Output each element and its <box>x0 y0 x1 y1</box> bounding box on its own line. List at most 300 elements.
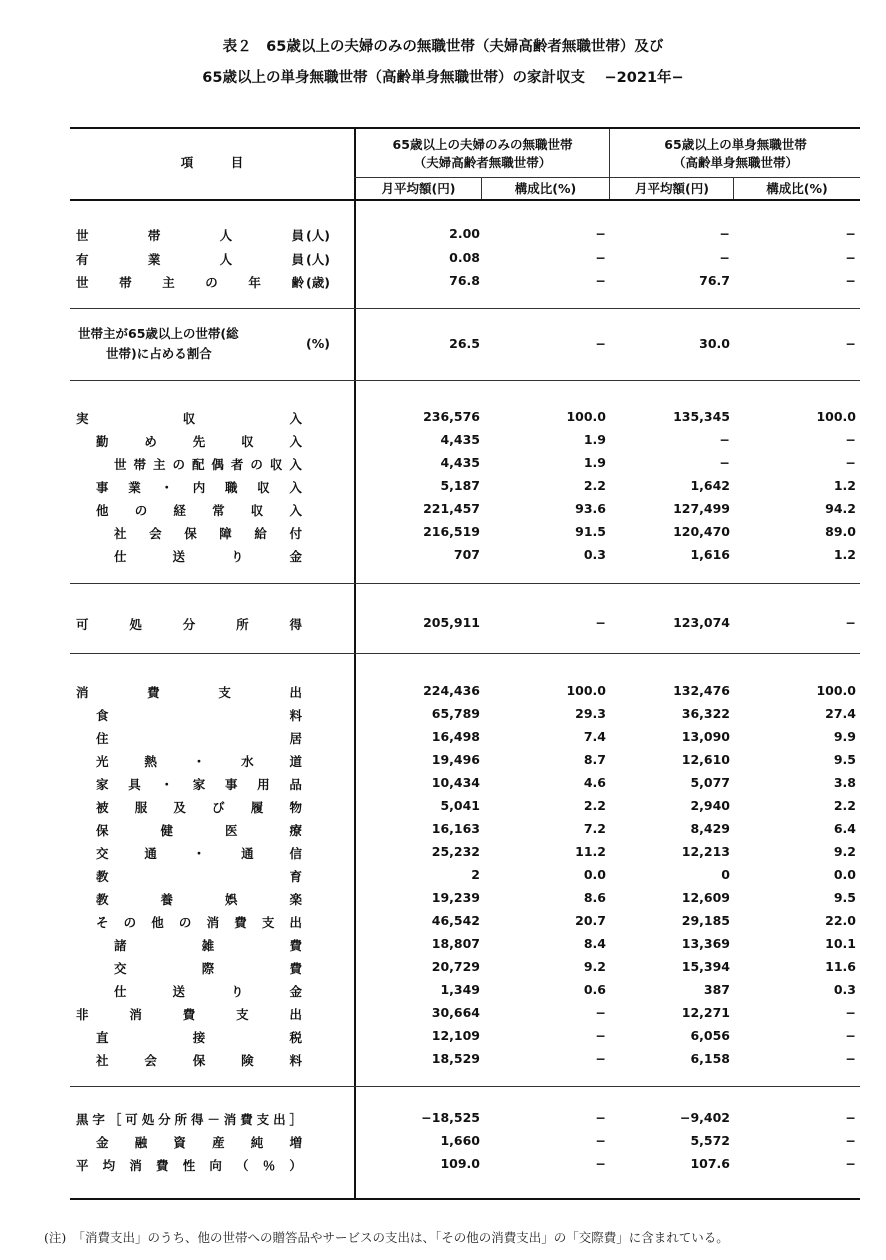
row-label-char: 健 <box>160 823 173 838</box>
row-value-amount: −18,525 <box>421 1110 480 1125</box>
row-value-amount: 107.6 <box>690 1156 730 1171</box>
row-label-char: ・ <box>192 754 206 769</box>
row-value-amount: 132,476 <box>673 683 730 698</box>
row-label-char: 入 <box>289 457 302 472</box>
row-label-char: 料 <box>289 708 302 723</box>
row-label-char: の <box>172 457 185 472</box>
row-value-ratio: 7.2 <box>583 821 606 836</box>
row-label <box>76 273 304 291</box>
row-label-char: 給 <box>254 526 267 541</box>
row-value-ratio: − <box>595 250 606 265</box>
row-value-amount: 16,498 <box>431 729 480 744</box>
header-col-ratio-2: 構成比(%) <box>766 181 828 196</box>
row-label-char: 出 <box>289 1007 302 1022</box>
row-label-char: ］ <box>289 1112 302 1127</box>
row-value-amount: 707 <box>453 547 480 562</box>
footnote: (注) 「消費支出」のうち、他の世帯への贈答品やサービスの支出は、「その他の消費支出」の「交際費」に含まれている。 <box>44 1230 729 1245</box>
row-label-char: 収 <box>250 503 264 518</box>
row-label <box>96 867 302 885</box>
row-label-char: 金 <box>96 1135 109 1150</box>
row-label-char: 金 <box>289 984 302 999</box>
row-label-char: 家 <box>96 777 109 792</box>
row-value-amount: 1,642 <box>690 478 730 493</box>
row-label-char: 可 <box>125 1112 138 1127</box>
row-label-char: 保 <box>192 1053 206 1068</box>
row-value-amount: 36,322 <box>681 706 730 721</box>
row-value-ratio: 11.2 <box>575 844 606 859</box>
row-label-char: 入 <box>289 434 302 449</box>
row-label-char: 向 <box>209 1158 222 1173</box>
header-group1-line2: （夫婦高齢者無職世帯） <box>413 155 552 170</box>
row-value-ratio: 89.0 <box>825 524 856 539</box>
row-label-char: 送 <box>172 549 185 564</box>
row-value-ratio: 0.6 <box>583 982 606 997</box>
row-label-char: 黒 <box>76 1112 89 1127</box>
row-value-ratio: 9.2 <box>583 959 606 974</box>
row-label <box>114 982 302 1000</box>
row-value-amount: 12,610 <box>681 752 730 767</box>
row-label-char: 帯 <box>133 457 146 472</box>
row-label-char: 処 <box>129 617 142 632</box>
row-label-char: め <box>144 434 157 449</box>
row-label-char: 他 <box>151 915 164 930</box>
row-label-char: 世 <box>76 228 89 243</box>
row-value-amount: − <box>719 432 730 447</box>
row-value-amount: 13,369 <box>681 936 730 951</box>
row-label <box>76 1005 302 1023</box>
row-label-char: 実 <box>76 411 89 426</box>
row-label-char: 世 <box>76 275 89 290</box>
row-value-ratio: 1.2 <box>833 478 856 493</box>
row-unit: (人) <box>306 228 330 243</box>
row-label-char: 料 <box>289 1053 302 1068</box>
household-budget-table <box>70 127 860 1200</box>
row-label-char: 支 <box>261 915 275 930</box>
row-label-char: 信 <box>289 846 302 861</box>
row-label-char: － <box>207 1112 220 1127</box>
row-label-char: 主 <box>162 275 175 290</box>
row-value-amount: 25,232 <box>431 844 480 859</box>
row-label-char: 費 <box>147 685 160 700</box>
row-label-char: 支 <box>236 1007 249 1022</box>
row-label <box>114 547 302 565</box>
row-label-char: 消 <box>76 685 89 700</box>
row-label <box>76 683 302 701</box>
row-label-line2: 世帯)に占める割合 <box>106 346 212 361</box>
row-label-char: 収 <box>241 434 254 449</box>
row-label-char: 産 <box>212 1135 225 1150</box>
row-label-char: 用 <box>257 777 270 792</box>
header-col-amount-1: 月平均額(円) <box>381 181 456 196</box>
row-label <box>114 455 302 473</box>
row-label-char: 職 <box>224 480 238 495</box>
row-value-ratio: 27.4 <box>825 706 856 721</box>
row-label-char: 出 <box>289 685 302 700</box>
row-label-char: 支 <box>218 685 231 700</box>
row-label-char: 服 <box>134 800 148 815</box>
row-value-ratio: − <box>845 615 856 630</box>
row-value-ratio: 8.4 <box>583 936 606 951</box>
row-label-char: 可 <box>76 617 89 632</box>
row-value-ratio: − <box>595 226 606 241</box>
row-value-ratio: − <box>595 1005 606 1020</box>
row-label-char: 道 <box>289 754 302 769</box>
row-value-amount: 30,664 <box>431 1005 480 1020</box>
row-label-char: 収 <box>269 457 283 472</box>
table-title-line1: 表２ 65歳以上の夫婦のみの無職世帯（夫婦高齢者無職世帯）及び <box>222 39 664 55</box>
row-label <box>76 250 304 268</box>
row-value-amount: 19,496 <box>431 752 480 767</box>
row-value-ratio: 94.2 <box>825 501 856 516</box>
row-value-ratio: 7.4 <box>583 729 606 744</box>
header-bottom-rule <box>70 199 860 201</box>
row-value-amount: 12,609 <box>681 890 730 905</box>
row-label <box>96 913 302 931</box>
row-label-char: の <box>178 915 192 930</box>
row-value-amount: 236,576 <box>423 409 480 424</box>
row-value-ratio: 10.1 <box>825 936 856 951</box>
row-value-amount: 0.08 <box>449 250 480 265</box>
row-value-ratio: 100.0 <box>566 409 606 424</box>
row-value-ratio: 1.9 <box>583 455 606 470</box>
row-label-char: 帯 <box>119 275 132 290</box>
row-label <box>96 706 302 724</box>
row-label <box>96 729 302 747</box>
row-value-amount: 26.5 <box>449 336 480 351</box>
row-label-char: 娯 <box>224 892 238 907</box>
row-value-ratio: − <box>845 226 856 241</box>
section-rule-1 <box>70 308 860 309</box>
row-label <box>76 615 302 633</box>
row-value-ratio: 2.2 <box>583 478 606 493</box>
row-label-char: 社 <box>114 526 127 541</box>
row-value-amount: 76.7 <box>699 273 730 288</box>
row-label <box>96 752 302 770</box>
row-label-char: 接 <box>192 1030 206 1045</box>
header-group1-line1: 65歳以上の夫婦のみの無職世帯 <box>392 137 573 152</box>
row-value-ratio: 93.6 <box>575 501 606 516</box>
row-value-ratio: − <box>845 432 856 447</box>
header-divider-2 <box>609 129 610 199</box>
row-label-char: 通 <box>241 846 254 861</box>
row-label-char: 帯 <box>147 228 161 243</box>
row-label-char: ・ <box>160 777 173 792</box>
row-label-char: 分 <box>182 617 196 632</box>
row-value-amount: 12,213 <box>681 844 730 859</box>
row-value-amount: − <box>719 250 730 265</box>
row-value-ratio: 100.0 <box>566 683 606 698</box>
row-label-char: 育 <box>289 869 302 884</box>
row-label-char: 会 <box>144 1053 157 1068</box>
row-value-amount: − <box>719 226 730 241</box>
row-value-amount: 65,789 <box>431 706 480 721</box>
row-label-char: 医 <box>224 823 238 838</box>
row-label-char: 人 <box>219 252 233 267</box>
row-label-char: 出 <box>289 915 302 930</box>
row-label-char: 居 <box>289 731 302 746</box>
row-value-ratio: 100.0 <box>816 683 856 698</box>
row-label-char: 住 <box>96 731 109 746</box>
row-label-char: 所 <box>236 617 249 632</box>
row-label-char: 直 <box>96 1030 109 1045</box>
row-value-ratio: 2.2 <box>583 798 606 813</box>
row-value-ratio: 4.6 <box>583 775 606 790</box>
row-label <box>96 798 302 816</box>
row-value-ratio: 20.7 <box>575 913 606 928</box>
row-value-ratio: 8.6 <box>583 890 606 905</box>
row-value-amount: 123,074 <box>673 615 730 630</box>
row-value-ratio: 9.5 <box>833 890 856 905</box>
row-label-char: 世 <box>114 457 127 472</box>
row-label-char: 付 <box>289 526 302 541</box>
row-label-char: 教 <box>96 892 109 907</box>
row-label-char: 保 <box>96 823 109 838</box>
row-label-char: 雑 <box>201 938 215 953</box>
row-value-ratio: 29.3 <box>575 706 606 721</box>
row-label-char: の <box>205 275 218 290</box>
row-label-char: 会 <box>149 526 162 541</box>
row-value-ratio: 9.2 <box>833 844 856 859</box>
row-value-ratio: 9.9 <box>833 729 856 744</box>
row-label-char: 業 <box>128 480 141 495</box>
row-label-char: 教 <box>96 869 109 884</box>
row-label-char: 処 <box>141 1112 155 1127</box>
row-label-char: 具 <box>128 777 141 792</box>
header-col-ratio-1: 構成比(%) <box>514 181 577 196</box>
row-label-char: 得 <box>289 617 302 632</box>
row-label-char: 者 <box>230 457 244 472</box>
row-value-ratio: − <box>845 455 856 470</box>
row-label-char: 消 <box>129 1007 142 1022</box>
row-label-char: 増 <box>289 1135 302 1150</box>
header-subrule <box>354 177 860 178</box>
row-label-char: 家 <box>192 777 206 792</box>
row-label-char: （ <box>236 1158 249 1173</box>
row-value-ratio: − <box>845 250 856 265</box>
header-group2-line2: （高齢単身無職世帯） <box>672 155 798 170</box>
row-label <box>114 524 302 542</box>
row-label-char: 税 <box>289 1030 302 1045</box>
row-label-char: 齢 <box>291 275 304 290</box>
row-label <box>76 226 304 244</box>
row-value-amount: 1,349 <box>440 982 480 997</box>
row-value-ratio: 3.8 <box>833 775 856 790</box>
row-label-char: 経 <box>173 503 186 518</box>
row-label-char: 消 <box>206 915 220 930</box>
row-label-char: 事 <box>96 480 109 495</box>
row-label <box>96 478 302 496</box>
row-unit: (%) <box>306 336 330 351</box>
row-label-char: 主 <box>152 457 166 472</box>
row-label-char: 出 <box>273 1112 286 1127</box>
row-label-char: の <box>250 457 263 472</box>
row-value-amount: 76.8 <box>449 273 480 288</box>
row-label-char: 収 <box>257 480 270 495</box>
row-label <box>76 1110 302 1128</box>
row-value-ratio: 1.2 <box>833 547 856 562</box>
row-label-char: 字 <box>92 1112 105 1127</box>
header-col-amount-2: 月平均額(円) <box>635 181 709 196</box>
row-label-char: 金 <box>289 549 302 564</box>
row-value-amount: 4,435 <box>440 432 480 447</box>
row-label-char: 員 <box>291 228 304 243</box>
row-value-amount: 1,660 <box>440 1133 480 1148</box>
row-label-char: 社 <box>96 1053 109 1068</box>
row-label-char: 配 <box>191 457 205 472</box>
row-label-char: ） <box>289 1158 302 1173</box>
row-value-ratio: − <box>845 1110 856 1125</box>
row-value-ratio: − <box>845 336 856 351</box>
row-value-amount: 1,616 <box>690 547 730 562</box>
row-label-char: 費 <box>156 1158 169 1173</box>
row-value-amount: 4,435 <box>440 455 480 470</box>
row-value-amount: 109.0 <box>440 1156 480 1171</box>
row-value-ratio: 100.0 <box>816 409 856 424</box>
row-label-char: 際 <box>201 961 215 976</box>
row-value-amount: 16,163 <box>431 821 480 836</box>
row-value-amount: 5,041 <box>440 798 480 813</box>
row-label-char: 費 <box>289 938 302 953</box>
row-value-amount: 10,434 <box>431 775 480 790</box>
row-label-char: 費 <box>234 915 247 930</box>
row-value-ratio: − <box>595 1028 606 1043</box>
row-label-char: 純 <box>250 1135 264 1150</box>
row-label <box>96 1028 302 1046</box>
header-item: 項 目 <box>180 155 244 170</box>
row-label-char: 光 <box>96 754 109 769</box>
row-label <box>96 890 302 908</box>
row-label-char: 送 <box>172 984 185 999</box>
row-value-amount: 221,457 <box>423 501 480 516</box>
row-label-char: 品 <box>289 777 302 792</box>
row-value-amount: 216,519 <box>423 524 480 539</box>
section-rule-4 <box>70 653 860 654</box>
row-value-amount: 135,345 <box>673 409 730 424</box>
row-label <box>76 1156 302 1174</box>
row-unit: (歳) <box>306 275 330 290</box>
row-label-char: 分 <box>158 1112 171 1127</box>
row-label-char: 療 <box>289 823 302 838</box>
row-value-amount: 2 <box>471 867 480 882</box>
row-label-char: 障 <box>219 526 232 541</box>
row-label-char: 物 <box>289 800 302 815</box>
row-value-ratio: − <box>845 1133 856 1148</box>
row-label-char: 費 <box>182 1007 196 1022</box>
row-value-amount: 5,187 <box>440 478 480 493</box>
row-label-char: 資 <box>173 1135 186 1150</box>
row-label-char: 非 <box>76 1007 89 1022</box>
row-label-char: 及 <box>173 800 186 815</box>
row-value-amount: 5,077 <box>690 775 730 790</box>
row-label-char: の <box>134 503 148 518</box>
row-value-ratio: 0.3 <box>833 982 856 997</box>
row-label-char: 入 <box>289 411 302 426</box>
row-label-char: 交 <box>96 846 109 861</box>
row-label-char: 年 <box>248 275 261 290</box>
row-label <box>96 775 302 793</box>
row-label-char: 所 <box>174 1112 188 1127</box>
row-value-amount: 205,911 <box>423 615 480 630</box>
row-value-ratio: − <box>845 1028 856 1043</box>
row-value-amount: 18,529 <box>431 1051 480 1066</box>
row-value-ratio: 0.3 <box>583 547 606 562</box>
row-label-char: 通 <box>144 846 157 861</box>
row-label-char: 険 <box>241 1053 254 1068</box>
row-label <box>114 959 302 977</box>
row-value-amount: − <box>719 455 730 470</box>
row-value-amount: 46,542 <box>431 913 480 928</box>
row-label-char: り <box>230 984 244 999</box>
row-value-amount: 13,090 <box>681 729 730 744</box>
row-label-char: ・ <box>160 480 173 495</box>
row-label-char: そ <box>96 915 109 930</box>
row-label <box>96 844 302 862</box>
row-label <box>96 1051 302 1069</box>
row-label-char: 仕 <box>114 549 127 564</box>
row-label-char: 支 <box>256 1112 270 1127</box>
row-value-ratio: − <box>595 1110 606 1125</box>
row-label-char: 消 <box>129 1158 142 1173</box>
row-label-char: ［ <box>108 1112 122 1127</box>
row-value-ratio: 9.5 <box>833 752 856 767</box>
row-value-amount: 0 <box>721 867 730 882</box>
row-label-char: 費 <box>289 961 302 976</box>
row-value-ratio: 0.0 <box>833 867 856 882</box>
row-label-char: 得 <box>190 1112 204 1127</box>
row-label-char: 諸 <box>114 938 127 953</box>
row-label-char: 内 <box>192 480 206 495</box>
row-label-char: 収 <box>182 411 196 426</box>
row-label <box>76 409 302 427</box>
row-unit: (人) <box>306 252 330 267</box>
table-title-line2: 65歳以上の単身無職世帯（高齢単身無職世帯）の家計収支 −2021年− <box>202 70 684 86</box>
row-label-char: 保 <box>184 526 197 541</box>
row-label-char: 融 <box>134 1135 148 1150</box>
row-value-amount: 127,499 <box>673 501 730 516</box>
row-value-amount: 2.00 <box>449 226 480 241</box>
row-label-char: ％ <box>262 1158 276 1173</box>
row-value-amount: 19,239 <box>431 890 480 905</box>
row-value-ratio: − <box>595 1133 606 1148</box>
row-value-ratio: 0.0 <box>583 867 606 882</box>
section-rule-2 <box>70 380 860 381</box>
row-label-char: 有 <box>76 252 89 267</box>
row-label-char: 入 <box>289 503 302 518</box>
row-label-char: 履 <box>250 800 264 815</box>
row-value-ratio: − <box>845 1156 856 1171</box>
row-label-char: 員 <box>291 252 304 267</box>
row-label-char: 入 <box>289 480 302 495</box>
row-label-char: 他 <box>96 503 109 518</box>
row-label-char: 被 <box>96 800 109 815</box>
row-label-char: 交 <box>114 961 127 976</box>
row-value-ratio: − <box>595 273 606 288</box>
row-value-ratio: − <box>595 336 606 351</box>
row-label-char: 費 <box>240 1112 253 1127</box>
row-value-amount: 12,271 <box>681 1005 730 1020</box>
row-value-amount: 224,436 <box>423 683 480 698</box>
row-value-ratio: 1.9 <box>583 432 606 447</box>
row-value-amount: 120,470 <box>673 524 730 539</box>
row-label-char: 均 <box>102 1158 116 1173</box>
row-label-char: 楽 <box>289 892 302 907</box>
row-value-ratio: 11.6 <box>825 959 856 974</box>
item-column-divider <box>354 129 356 1198</box>
row-value-ratio: − <box>595 1051 606 1066</box>
row-label-char: 事 <box>224 777 238 792</box>
row-label-char: 常 <box>212 503 225 518</box>
row-value-amount: 6,158 <box>690 1051 730 1066</box>
